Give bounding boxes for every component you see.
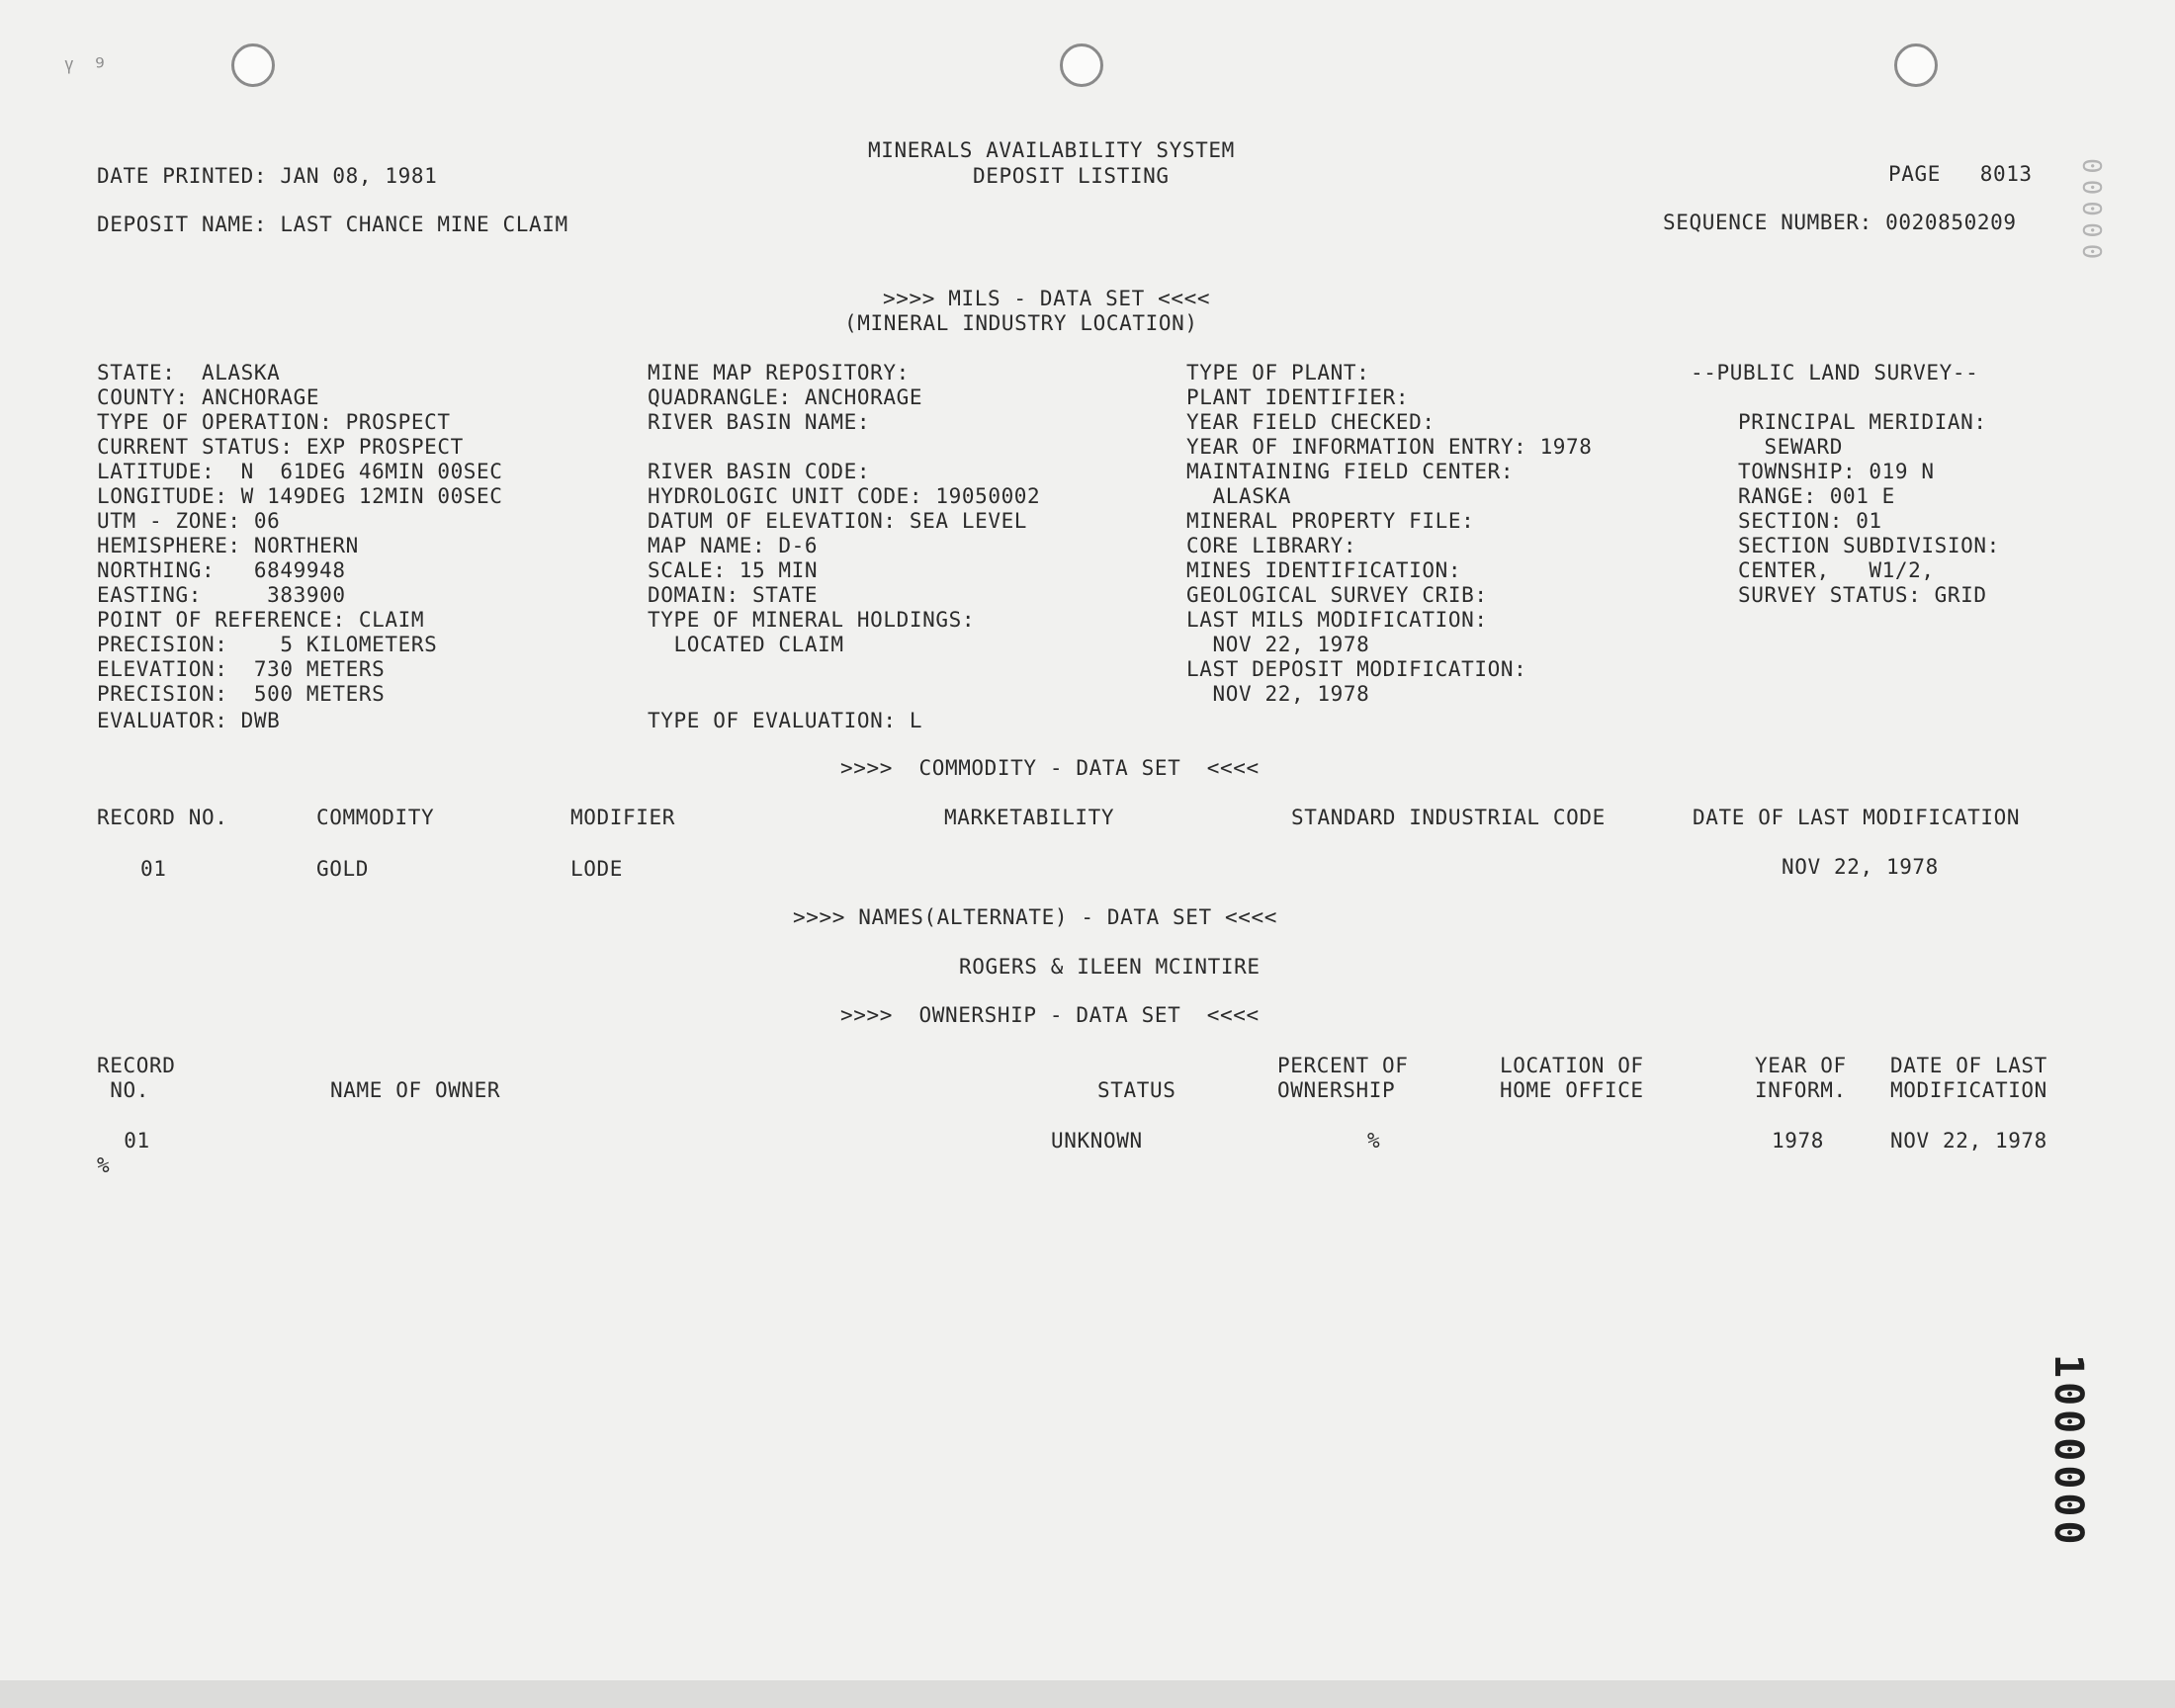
column-header-modifier: MODIFIER (570, 806, 675, 829)
mils-field: STATE: ALASKA (97, 361, 281, 384)
column-header-year-of: YEAR OF (1755, 1054, 1847, 1077)
margin-number-bottom: 1000000 (2045, 1354, 2091, 1549)
column-header-inform: INFORM. (1755, 1078, 1847, 1102)
mils-field: EASTING: 383900 (97, 583, 346, 607)
mils-field: QUADRANGLE: ANCHORAGE (648, 385, 923, 409)
mils-field: SECTION SUBDIVISION: (1738, 534, 2000, 557)
commodity-record-no: 01 (140, 857, 167, 881)
column-header-sic: STANDARD INDUSTRIAL CODE (1291, 806, 1606, 829)
mils-field: DOMAIN: STATE (648, 583, 819, 607)
column-header-record-no: NO. (97, 1078, 149, 1102)
mils-field: PRECISION: 5 KILOMETERS (97, 633, 438, 656)
mils-field: ALASKA (1186, 484, 1291, 508)
column-header-date-of-last: DATE OF LAST (1890, 1054, 2047, 1077)
mils-field: LOCATED CLAIM (648, 633, 844, 656)
column-header-name-of-owner: NAME OF OWNER (330, 1078, 501, 1102)
mils-field: MINES IDENTIFICATION: (1186, 558, 1462, 582)
margin-number-top: 00000 (2076, 158, 2106, 266)
mils-field: LAST DEPOSIT MODIFICATION: (1186, 657, 1527, 681)
mils-field: RANGE: 001 E (1738, 484, 1895, 508)
ownership-year: 1978 (1772, 1129, 1824, 1153)
column-header-home-office: HOME OFFICE (1500, 1078, 1644, 1102)
punch-hole-left (231, 43, 275, 87)
mils-field: GEOLOGICAL SURVEY CRIB: (1186, 583, 1488, 607)
mils-field: CURRENT STATUS: EXP PROSPECT (97, 435, 464, 459)
mils-field: TYPE OF MINERAL HOLDINGS: (648, 608, 976, 632)
mils-field: HYDROLOGIC UNIT CODE: 19050002 (648, 484, 1041, 508)
ownership-status: UNKNOWN (1051, 1129, 1143, 1153)
column-header-status: STATUS (1097, 1078, 1176, 1102)
mils-field: SEWARD (1738, 435, 1843, 459)
public-land-survey-title: --PUBLIC LAND SURVEY-- (1691, 361, 1979, 384)
mils-field: COUNTY: ANCHORAGE (97, 385, 320, 409)
mils-field: HEMISPHERE: NORTHERN (97, 534, 359, 557)
mils-field: DATUM OF ELEVATION: SEA LEVEL (648, 509, 1028, 533)
punch-hole-center (1060, 43, 1103, 87)
mils-field: PLANT IDENTIFIER: (1186, 385, 1410, 409)
mils-field: MAP NAME: D-6 (648, 534, 819, 557)
commodity-title: >>>> COMMODITY - DATA SET <<<< (840, 756, 1260, 780)
ownership-percent: % (1367, 1129, 1381, 1153)
mils-field: CORE LIBRARY: (1186, 534, 1357, 557)
scanner-bottom-edge (0, 1680, 2175, 1708)
column-header-date-last-mod: DATE OF LAST MODIFICATION (1693, 806, 2021, 829)
column-header-record-no: RECORD NO. (97, 806, 228, 829)
ownership-record-no: 01 (111, 1129, 150, 1153)
mils-field: NOV 22, 1978 (1186, 682, 1370, 706)
mils-field: CENTER, W1/2, (1738, 558, 1935, 582)
mils-field: LATITUDE: N 61DEG 46MIN 00SEC (97, 460, 503, 483)
mils-field: PRINCIPAL MERIDIAN: (1738, 410, 1987, 434)
column-header-record: RECORD (97, 1054, 176, 1077)
trailer-percent: % (97, 1153, 111, 1177)
column-header-percent: PERCENT OF (1277, 1054, 1409, 1077)
column-header-commodity: COMMODITY (316, 806, 435, 829)
commodity-date-last-mod: NOV 22, 1978 (1782, 855, 1939, 879)
date-printed: DATE PRINTED: JAN 08, 1981 (97, 164, 438, 188)
system-title: MINERALS AVAILABILITY SYSTEM (868, 138, 1235, 162)
mils-field: NOV 22, 1978 (1186, 633, 1370, 656)
mils-field: YEAR OF INFORMATION ENTRY: 1978 (1186, 435, 1593, 459)
mils-field: MAINTAINING FIELD CENTER: (1186, 460, 1515, 483)
column-header-ownership: OWNERSHIP (1277, 1078, 1396, 1102)
listing-title: DEPOSIT LISTING (973, 164, 1170, 188)
mils-field: YEAR FIELD CHECKED: (1186, 410, 1436, 434)
ownership-date: NOV 22, 1978 (1890, 1129, 2047, 1153)
mils-field: EVALUATOR: DWB (97, 709, 281, 732)
column-header-modification: MODIFICATION (1890, 1078, 2047, 1102)
mils-field: TYPE OF OPERATION: PROSPECT (97, 410, 451, 434)
ownership-title: >>>> OWNERSHIP - DATA SET <<<< (840, 1003, 1260, 1027)
mils-field: ELEVATION: 730 METERS (97, 657, 386, 681)
mils-field: TYPE OF EVALUATION: L (648, 709, 923, 732)
mils-field: MINERAL PROPERTY FILE: (1186, 509, 1475, 533)
commodity-name: GOLD (316, 857, 369, 881)
alternate-name: ROGERS & ILEEN MCINTIRE (959, 955, 1261, 979)
column-header-marketability: MARKETABILITY (944, 806, 1115, 829)
page-number: PAGE 8013 (1888, 162, 2033, 186)
mils-field: RIVER BASIN NAME: (648, 410, 871, 434)
mils-field: LONGITUDE: W 149DEG 12MIN 00SEC (97, 484, 503, 508)
column-header-location: LOCATION OF (1500, 1054, 1644, 1077)
names-title: >>>> NAMES(ALTERNATE) - DATA SET <<<< (793, 905, 1277, 929)
mils-field: TOWNSHIP: 019 N (1738, 460, 1935, 483)
mils-field: SURVEY STATUS: GRID (1738, 583, 1987, 607)
deposit-name: DEPOSIT NAME: LAST CHANCE MINE CLAIM (97, 213, 568, 236)
mils-field: MINE MAP REPOSITORY: (648, 361, 910, 384)
mils-subtitle: (MINERAL INDUSTRY LOCATION) (844, 311, 1198, 335)
mils-field: NORTHING: 6849948 (97, 558, 346, 582)
mils-field: POINT OF REFERENCE: CLAIM (97, 608, 425, 632)
mils-field: PRECISION: 500 METERS (97, 682, 386, 706)
mils-field: SCALE: 15 MIN (648, 558, 819, 582)
sequence-number: SEQUENCE NUMBER: 0020850209 (1663, 211, 2017, 234)
commodity-modifier: LODE (570, 857, 623, 881)
mils-field: UTM - ZONE: 06 (97, 509, 281, 533)
mils-field: LAST MILS MODIFICATION: (1186, 608, 1488, 632)
mils-title: >>>> MILS - DATA SET <<<< (883, 287, 1211, 310)
punch-hole-right (1894, 43, 1938, 87)
mils-field: SECTION: 01 (1738, 509, 1882, 533)
mils-field: RIVER BASIN CODE: (648, 460, 871, 483)
ink-smudge-icon: ᵞ ⁹ (61, 53, 108, 83)
mils-field: TYPE OF PLANT: (1186, 361, 1370, 384)
